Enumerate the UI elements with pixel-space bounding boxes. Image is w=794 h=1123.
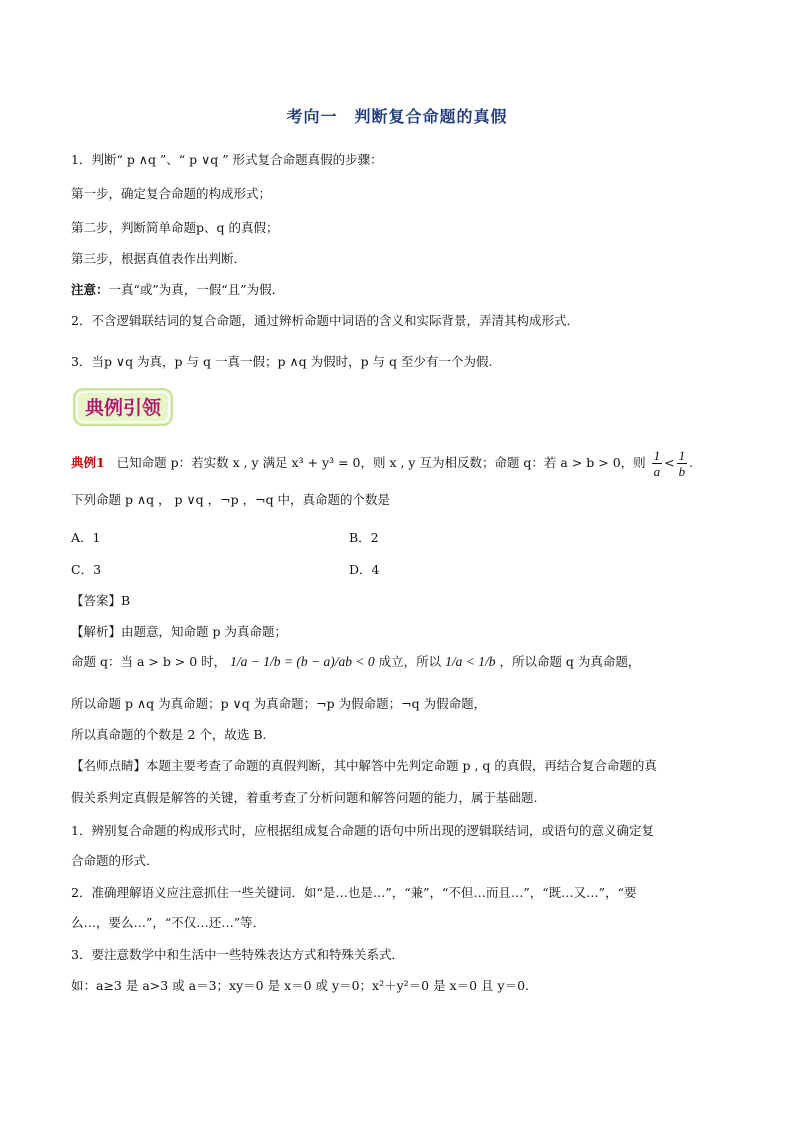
badge-text: 典例引领: [84, 397, 162, 419]
example-badge: [71, 386, 175, 428]
option-d: D．4: [349, 562, 380, 577]
analysis-expression-2: 1/a < 1/b: [445, 654, 496, 669]
note-label: 注意：: [71, 282, 109, 297]
point-2: 2．不含逻辑联结词的复合命题，通过辨析命题中词语的含义和实际背景，弄清其构成形式．: [71, 313, 579, 328]
step-3: 第三步，根据真值表作出判断．: [71, 251, 247, 266]
example-stem-text: 已知命题 p：若实数 x , y 满足 x³ + y³ = 0，则 x , y 互为相反数；命题 q：若 a > b > 0，则: [116, 455, 646, 470]
answer-value: B: [121, 593, 131, 608]
fraction-1-over-b: $\frac{1}{b}$: [678, 448, 686, 479]
note-text: 一真“或”为真，一假“且”为假．: [108, 282, 285, 297]
comment-line-2: 假关系判定真假是解答的关键，着重考查了分析问题和解答问题的能力，属于基础题.: [71, 790, 538, 805]
example-stem: 典例1 已知命题 p：若实数 x , y 满足 x³ + y³ = 0，则 x , y 互为相反数；命题 q：若 a > b > 0，则 $\frac{1}{a}$ < $\frac{1}{b}$ .: [71, 448, 694, 479]
tip-2-line-2: 么…，要么…”，“不仅…还…”等．: [71, 915, 266, 930]
option-b: B．2: [349, 530, 379, 545]
step-2: 第二步，判断简单命题p、q 的真假；: [71, 220, 279, 235]
answer: [71, 591, 130, 609]
answer-label: 【答案】: [71, 593, 122, 608]
tip-2-line-1: 2．准确理解语义应注意抓住一些关键词．如“是…也是…”，“兼”，“不但…而且…”，“既…又…”，“要: [71, 885, 637, 900]
point-3: 3．当p ∨q 为真，p 与 q 一真一假；p ∧q 为假时，p 与 q 至少有一个为假.: [71, 354, 493, 369]
analysis-expression-1: 1/a − 1/b = (b − a)/ab < 0: [230, 654, 375, 669]
analysis-label: 【解析】: [71, 624, 122, 639]
example-label: 典例1: [71, 455, 105, 470]
analysis-line-1: 【解析】由题意，知命题 p 为真命题；: [71, 624, 287, 639]
option-c: C．3: [71, 562, 102, 577]
tip-1-line-2: 合命题的形式．: [71, 853, 159, 868]
tip-3: 3．要注意数学中和生活中一些特殊表达方式和特殊关系式．: [71, 947, 404, 962]
comment-line-1: 【名师点睛】本题主要考查了命题的真假判断，其中解答中先判定命题 p , q 的真假，再结合复合命题的真: [71, 758, 657, 773]
less-than: <: [664, 455, 675, 470]
option-a: A．1: [71, 530, 101, 545]
analysis-line-4: 所以真命题的个数是 2 个，故选 B.: [71, 727, 267, 742]
step-1: 第一步，确定复合命题的构成形式；: [71, 186, 272, 201]
comment-label: 【名师点睛】: [71, 758, 147, 773]
tip-3-example: 如：a≥3 是 a>3 或 a＝3；xy＝0 是 x＝0 或 y＝0；x²＋y²＝0 是 x＝0 且 y＝0.: [71, 978, 530, 993]
page-title: 考向一 判断复合命题的真假: [286, 107, 508, 126]
fraction-1-over-a: $\frac{1}{a}$: [653, 448, 661, 479]
analysis-line-2: 命题 q：当 a > b > 0 时， 1/a − 1/b = (b − a)/ab < 0 成立，所以 1/a < 1/b ，所以命题 q 为真命题，: [71, 654, 641, 669]
example-stem-line2: 下列命题 p ∧q ， p ∨q ，¬p ，¬q 中，真命题的个数是: [71, 492, 391, 507]
analysis-line-3: 所以命题 p ∧q 为真命题；p ∨q 为真命题；¬p 为假命题；¬q 为假命题，: [71, 696, 487, 711]
steps-intro: 1．判断“ p ∧q ”、“ p ∨q ” 形式复合命题真假的步骤：: [71, 152, 383, 167]
note: [71, 280, 284, 298]
tip-1-line-1: 1．辨别复合命题的构成形式时，应根据组成复合命题的语句中所出现的逻辑联结词，或语句的意义确定复: [71, 823, 654, 838]
